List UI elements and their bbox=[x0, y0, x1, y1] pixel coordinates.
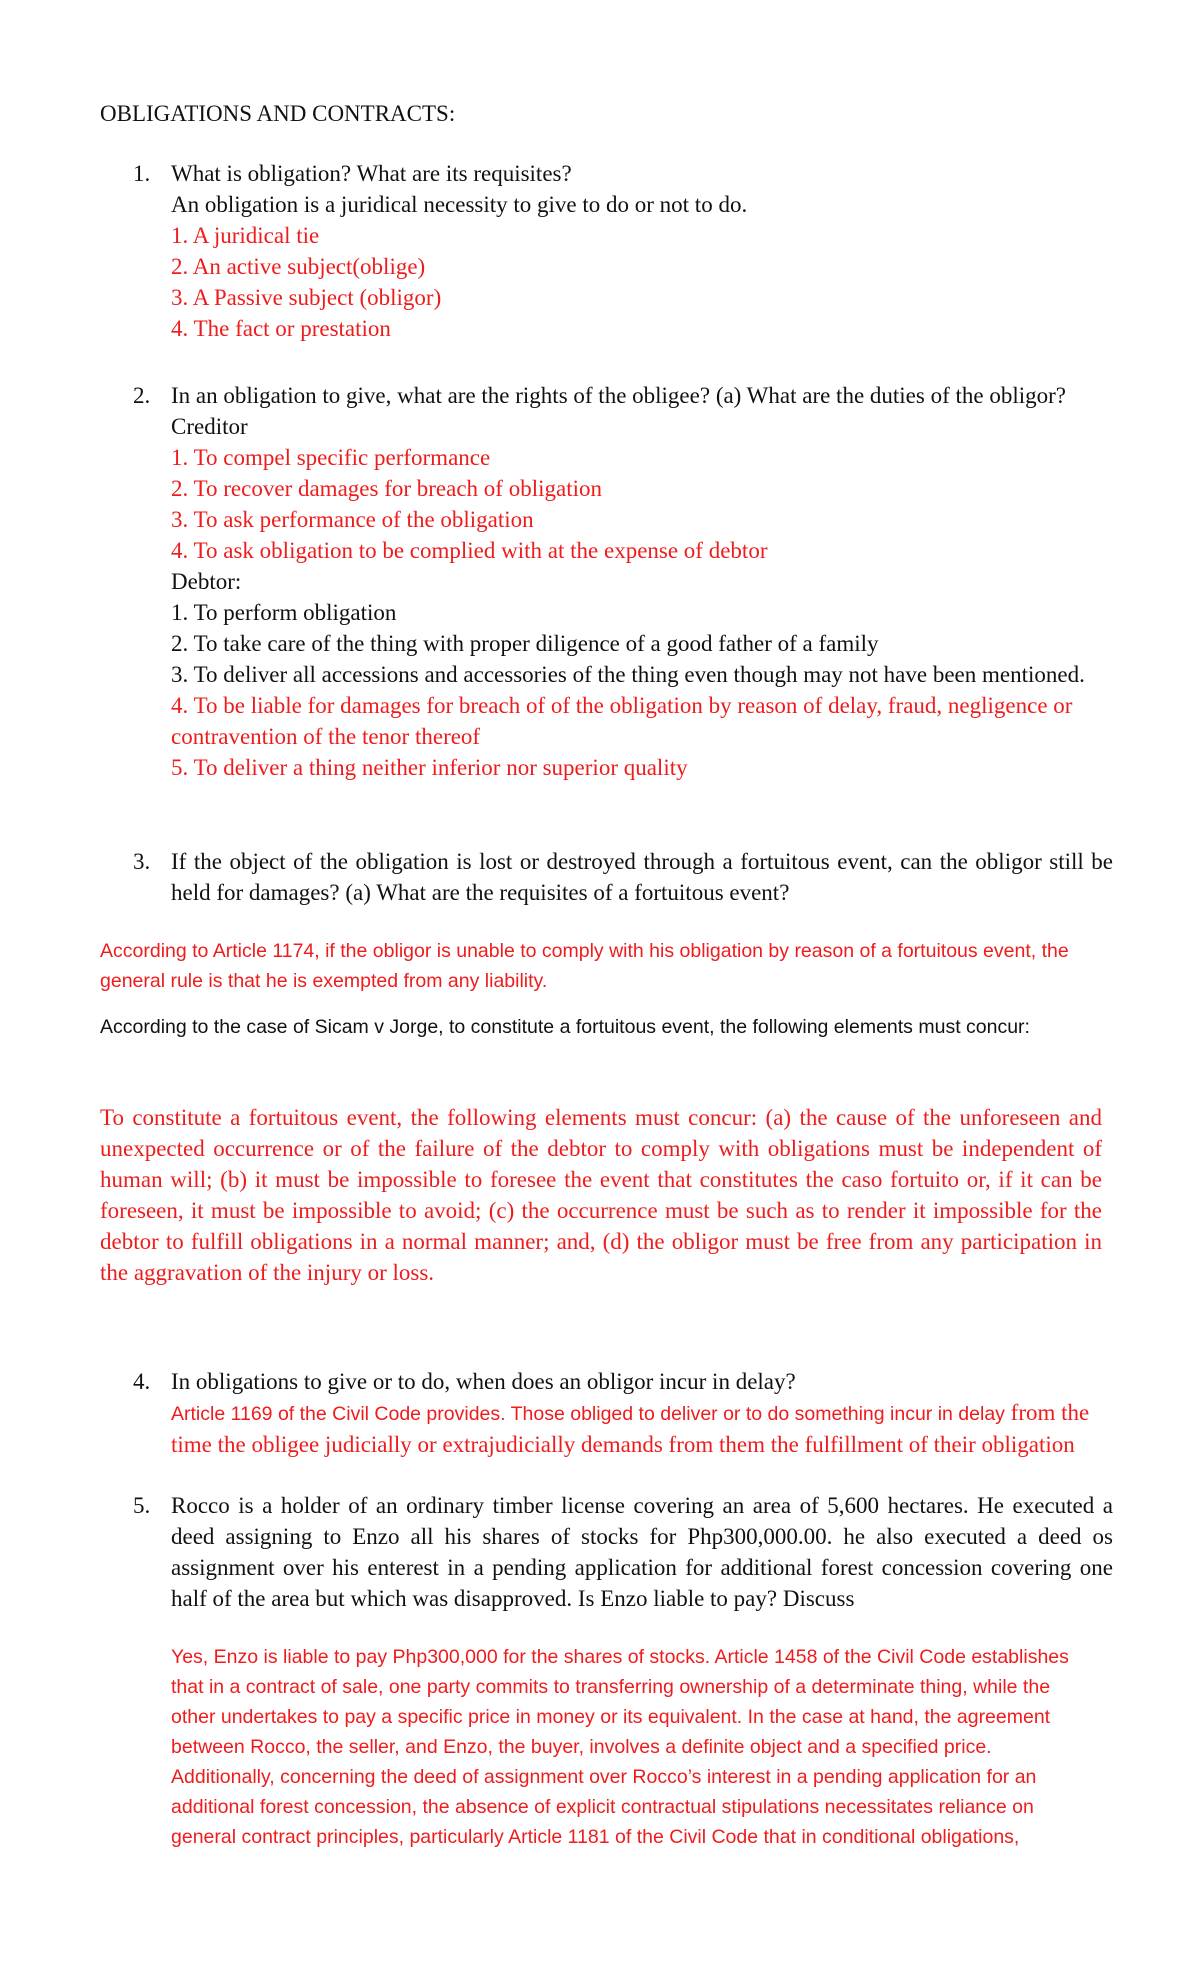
question-text: In obligations to give or to do, when does an obligor incur in delay? bbox=[171, 1369, 796, 1394]
debtor-duty-item: 2. To take care of the thing with proper diligence of a good father of a family bbox=[171, 631, 879, 656]
debtor-label: Debtor: bbox=[171, 569, 242, 594]
creditor-right-item: 2. To recover damages for breach of obligation bbox=[171, 476, 602, 501]
question-2 bbox=[133, 380, 1113, 783]
answer-article-1174: According to Article 1174, if the obligor is unable to comply with his obligation by reason of a fortuitous event, the general rule is that he is exempted from any liability. bbox=[100, 940, 1069, 992]
answer-sicam-case: According to the case of Sicam v Jorge, to constitute a fortuitous event, the following elements must concur: bbox=[100, 1016, 1030, 1038]
question-4 bbox=[133, 1366, 1113, 1460]
answer-enzo-liability: Yes, Enzo is liable to pay Php300,000 for the shares of stocks. Article 1458 of the Civil Code establishes that in a contract of sale, one party commits to transferring ownership of a determinate thing, while the other undertakes to pay a specific price in money or its equivalent. In the case at hand, the agreement between Rocco, the seller, and Enzo, the buyer, involves a definite object and a specified price. Additionally, concerning the deed of assignment over Rocco’s interest in a pending application for an additional forest concession, the absence of explicit contractual stipulations necessitates reliance on general contract principles, particularly Article 1181 of the Civil Code that in conditional obligations, bbox=[171, 1646, 1069, 1848]
question-text: What is obligation? What are its requisites? bbox=[171, 161, 572, 186]
question-number: 4. bbox=[133, 1369, 151, 1394]
question-text: In an obligation to give, what are the rights of the obligee? (a) What are the duties of the obligor? bbox=[171, 383, 1067, 408]
question-1 bbox=[133, 158, 1113, 344]
obligation-definition: An obligation is a juridical necessity to give to do or not to do. bbox=[171, 192, 748, 217]
debtor-duty-item: 3. To deliver all accessions and accessories of the thing even though may not have been mentioned. bbox=[171, 662, 1085, 687]
question-3 bbox=[133, 846, 1113, 908]
question-number: 5. bbox=[133, 1493, 151, 1518]
answer-fortuitous-elements: To constitute a fortuitous event, the following elements must concur: (a) the cause of the unforeseen and unexpected occurrence or of the failure of the debtor to comply with obligations must be independent of human will; (b) it must be impossible to foresee the event that constitutes the caso fortuito or, if it can be foreseen, it must be impossible to avoid; (c) the occurrence must be such as to render it impossible for the debtor to fulfill obligations in a normal manner; and, (d) the obligor must be free from any participation in the aggravation of the injury or loss. bbox=[100, 1105, 1102, 1285]
question-5 bbox=[133, 1490, 1113, 1614]
creditor-right-item: 1. To compel specific performance bbox=[171, 445, 491, 470]
question-number: 3. bbox=[133, 849, 151, 874]
debtor-duty-item: 5. To deliver a thing neither inferior nor superior quality bbox=[171, 755, 688, 780]
requisite-item: 1. A juridical tie bbox=[171, 223, 320, 248]
question-number: 2. bbox=[133, 383, 151, 408]
answer-serif-part: from the time the obligee judicially or extrajudicially demands from them the fulfillment of their obligation bbox=[171, 1400, 1090, 1457]
answer-sans-part: Article 1169 of the Civil Code provides. Those obliged to deliver or to do something incur in delay bbox=[171, 1403, 1005, 1425]
debtor-duty-item: 4. To be liable for damages for breach of of the obligation by reason of delay, fraud, negligence or contravention of the tenor thereof bbox=[171, 693, 1073, 749]
question-text: If the object of the obligation is lost or destroyed through a fortuitous event, can the obligor still be held for damages? (a) What are the requisites of a fortuitous event? bbox=[171, 849, 1113, 905]
creditor-right-item: 3. To ask performance of the obligation bbox=[171, 507, 534, 532]
debtor-duty-item: 1. To perform obligation bbox=[171, 600, 397, 625]
question-text: Rocco is a holder of an ordinary timber license covering an area of 5,600 hectares. He executed a deed assigning to Enzo all his shares of stocks for Php300,000.00. he also executed a deed os assignment over his enterest in a pending application for additional forest concession covering one half of the area but which was disapproved. Is Enzo liable to pay? Discuss bbox=[171, 1493, 1113, 1611]
requisite-item: 2. An active subject(oblige) bbox=[171, 254, 426, 279]
question-number: 1. bbox=[133, 161, 151, 186]
document-title: OBLIGATIONS AND CONTRACTS: bbox=[100, 101, 456, 126]
creditor-right-item: 4. To ask obligation to be complied with at the expense of debtor bbox=[171, 538, 768, 563]
creditor-label: Creditor bbox=[171, 414, 248, 439]
answer-article-1169 bbox=[171, 1397, 1111, 1460]
requisite-item: 3. A Passive subject (obligor) bbox=[171, 285, 442, 310]
requisite-item: 4. The fact or prestation bbox=[171, 316, 391, 341]
